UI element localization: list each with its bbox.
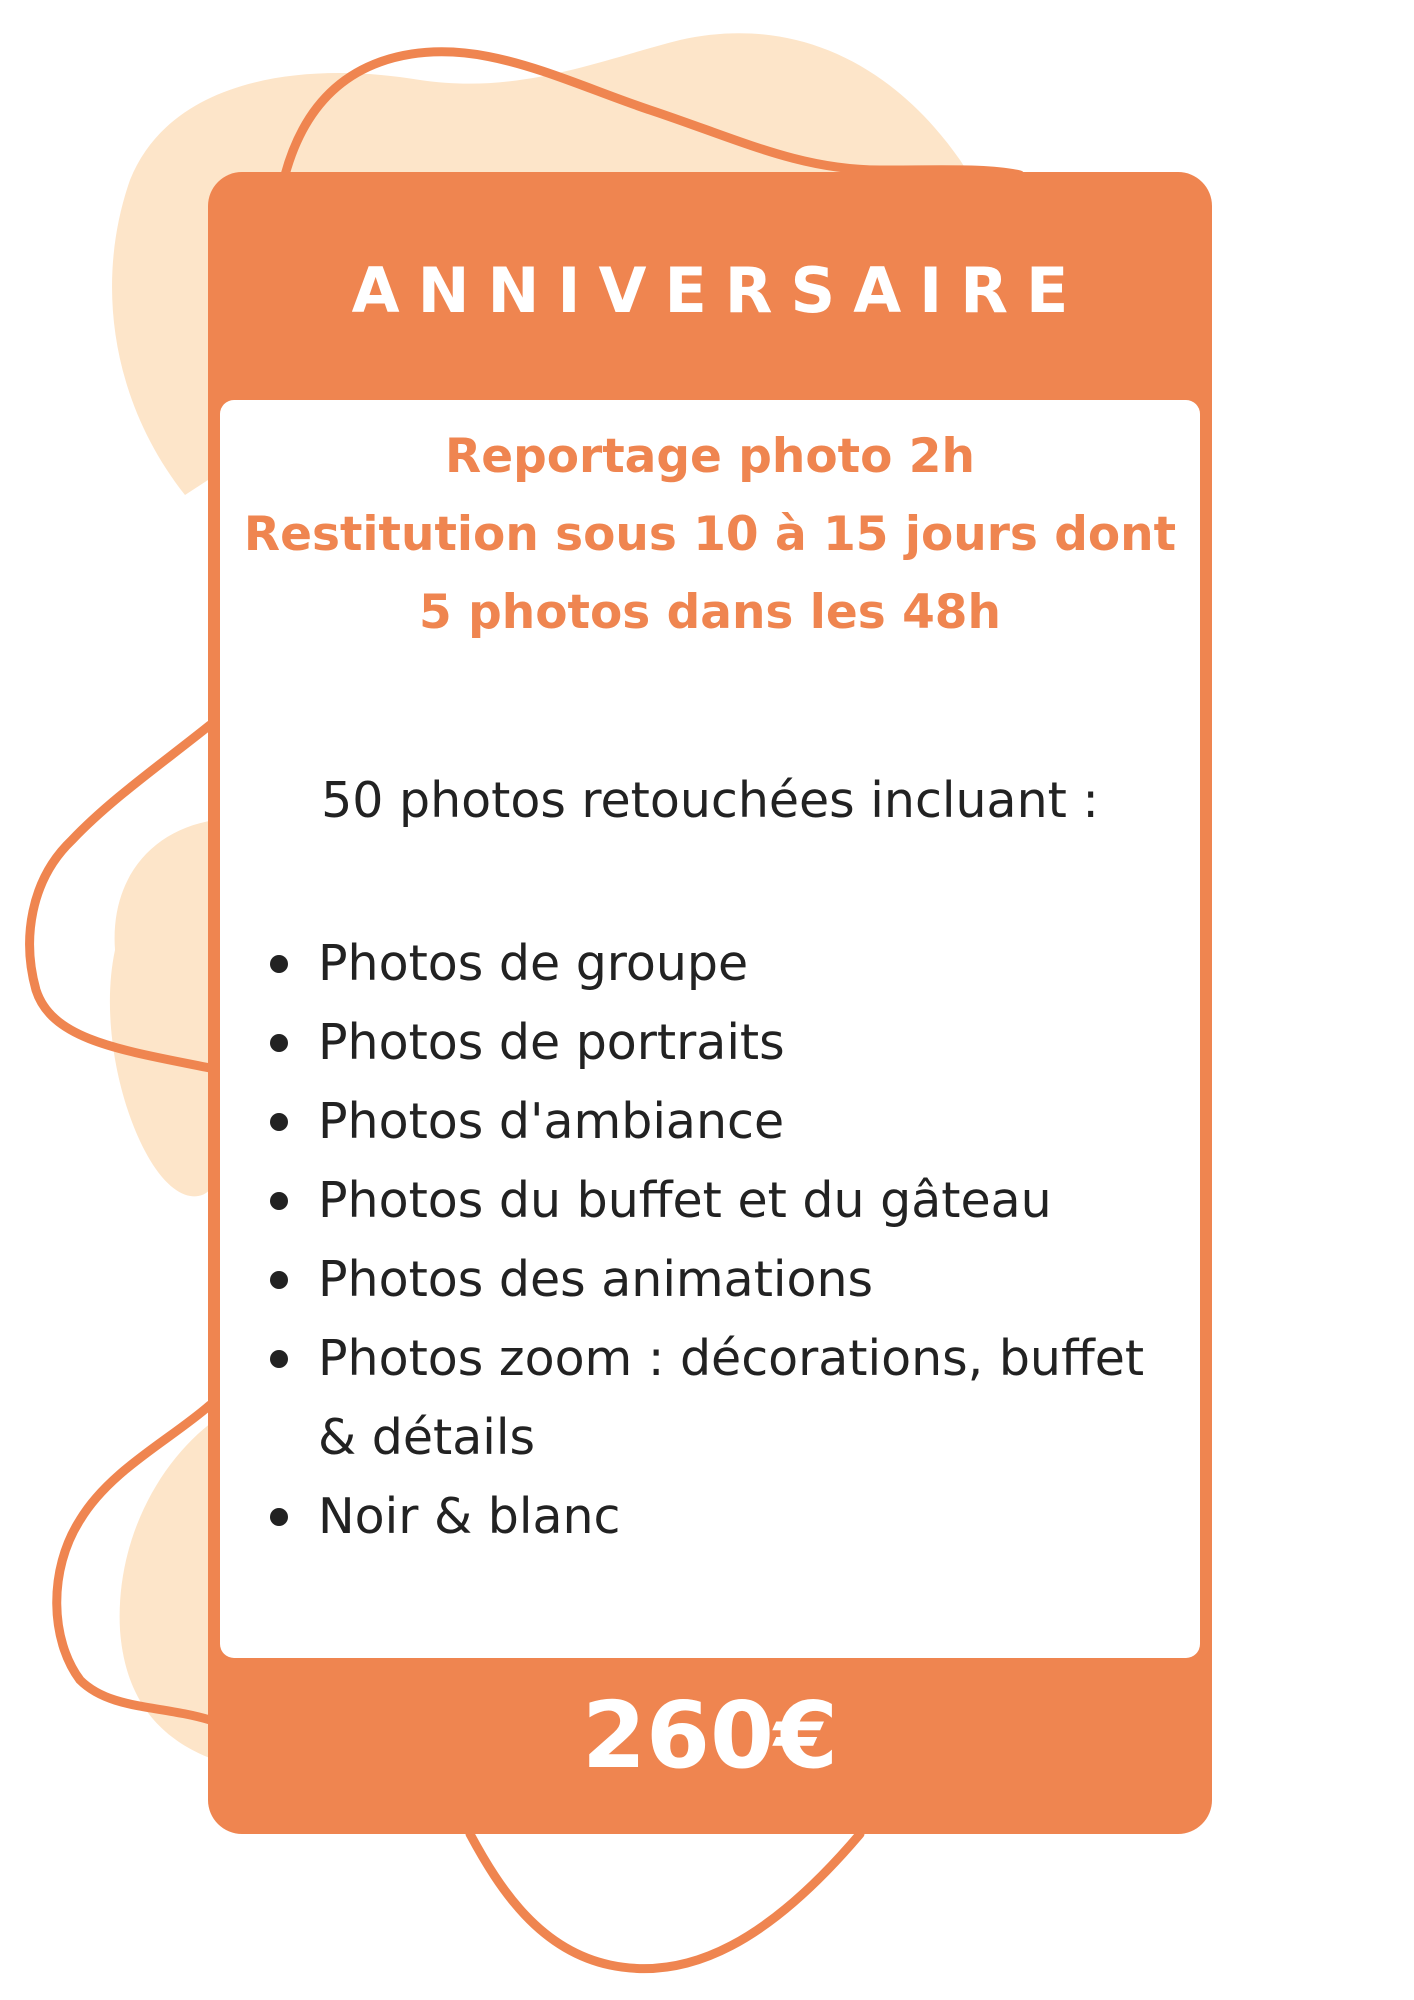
card-content-panel (220, 400, 1200, 1658)
list-item (268, 1319, 1168, 1477)
list-item-label: Noir & blanc (318, 1488, 621, 1545)
list-item (268, 924, 1168, 1003)
list-item-label: Photos du buffet et du gâteau (318, 1172, 1052, 1229)
list-item (268, 1003, 1168, 1082)
package-headline (220, 418, 1200, 652)
list-item-label: Photos d'ambiance (318, 1093, 785, 1150)
pricing-card (208, 172, 1212, 1834)
bullet-icon (270, 1508, 288, 1526)
list-item-label: Photos de portraits (318, 1014, 785, 1071)
list-item-label: Photos zoom : décorations, buffet & détails (318, 1330, 1145, 1466)
bullet-icon (270, 1192, 288, 1210)
list-item (268, 1477, 1168, 1556)
headline-line: 5 photos dans les 48h (419, 585, 1001, 640)
features-intro: 50 photos retouchées incluant : (321, 772, 1099, 829)
list-item (268, 1082, 1168, 1161)
list-item-label: Photos de groupe (318, 935, 749, 992)
list-item (268, 1161, 1168, 1240)
headline-line: Restitution sous 10 à 15 jours dont (243, 507, 1177, 562)
bullet-icon (270, 1271, 288, 1289)
headline-line: Reportage photo 2h (445, 429, 975, 484)
orange-loop-bottom (470, 1834, 860, 1969)
card-title: ANNIVERSAIRE (351, 254, 1087, 327)
bullet-icon (270, 955, 288, 973)
features-list (268, 924, 1168, 1556)
list-item-label: Photos des animations (318, 1251, 874, 1308)
bullet-icon (270, 1350, 288, 1368)
bullet-icon (270, 1034, 288, 1052)
bullet-icon (270, 1113, 288, 1131)
price-label: 260€ (581, 1682, 839, 1789)
peach-blob-middle (110, 820, 215, 1196)
list-item (268, 1240, 1168, 1319)
